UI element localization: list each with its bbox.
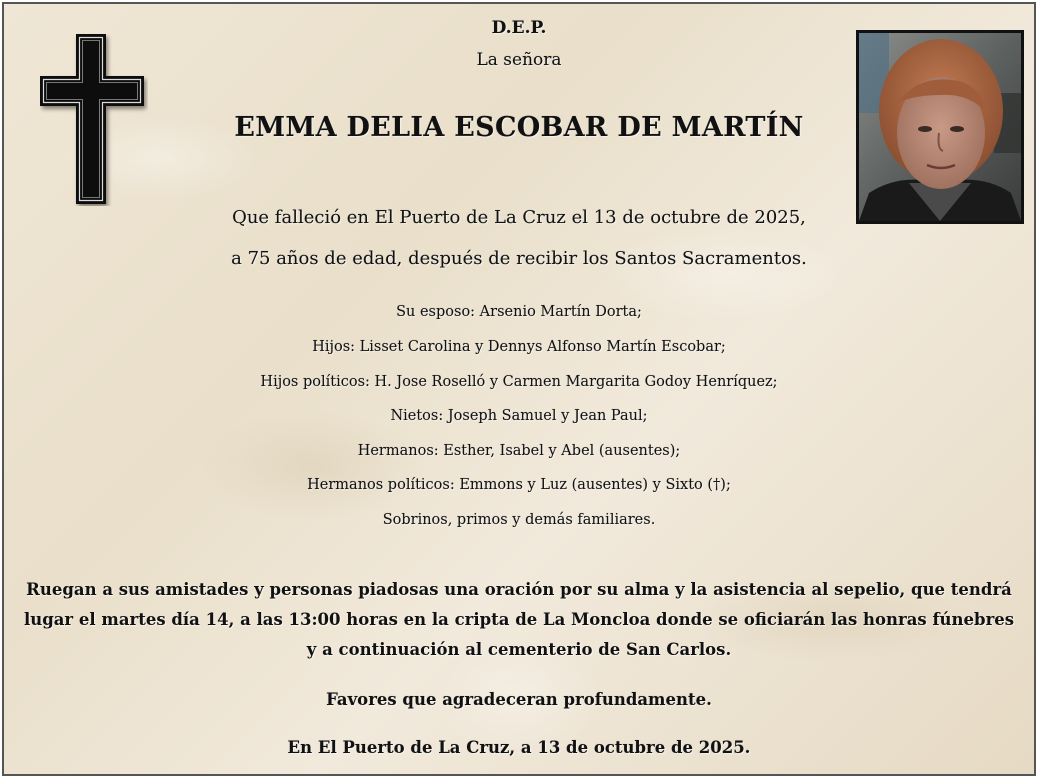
obituary-card xyxy=(2,2,1036,776)
family-line-relatives: Sobrinos, primos y demás familiares. xyxy=(382,512,656,528)
deceased-name: EMMA DELIA ESCOBAR DE MARTÍN xyxy=(234,112,804,143)
family-line-children-in-law: Hijos políticos: H. Jose Roselló y Carmen Margarita Godoy Henríquez; xyxy=(260,374,778,390)
death-line-2: a 75 años de edad, después de recibir los Santos Sacramentos. xyxy=(231,248,807,269)
family-line-siblings: Hermanos: Esther, Isabel y Abel (ausentes); xyxy=(357,443,681,459)
family-line-grandchildren: Nietos: Joseph Samuel y Jean Paul; xyxy=(390,408,648,424)
death-line-1: Que falleció en El Puerto de La Cruz el 13 de octubre de 2025, xyxy=(232,207,806,228)
dep-heading: D.E.P. xyxy=(491,18,547,38)
honorific: La señora xyxy=(476,50,562,70)
family-line-children: Hijos: Lisset Carolina y Dennys Alfonso Martín Escobar; xyxy=(312,339,726,355)
thanks-line: Favores que agradeceran profundamente. xyxy=(326,690,712,709)
family-line-siblings-in-law: Hermanos políticos: Emmons y Luz (ausentes) y Sixto (†); xyxy=(307,477,731,493)
family-line-spouse: Su esposo: Arsenio Martín Dorta; xyxy=(396,304,642,320)
funeral-request: Ruegan a sus amistades y personas piadosas una oración por su alma y la asistencia al sepelio, que tendrá lugar el martes día 14, a las 13:00 horas en la cripta de La Moncloa donde se oficiarán las honras fúnebres y a continuación al cementerio de San Carlos. xyxy=(23,580,1015,659)
place-date-line: En El Puerto de La Cruz, a 13 de octubre de 2025. xyxy=(287,738,751,757)
